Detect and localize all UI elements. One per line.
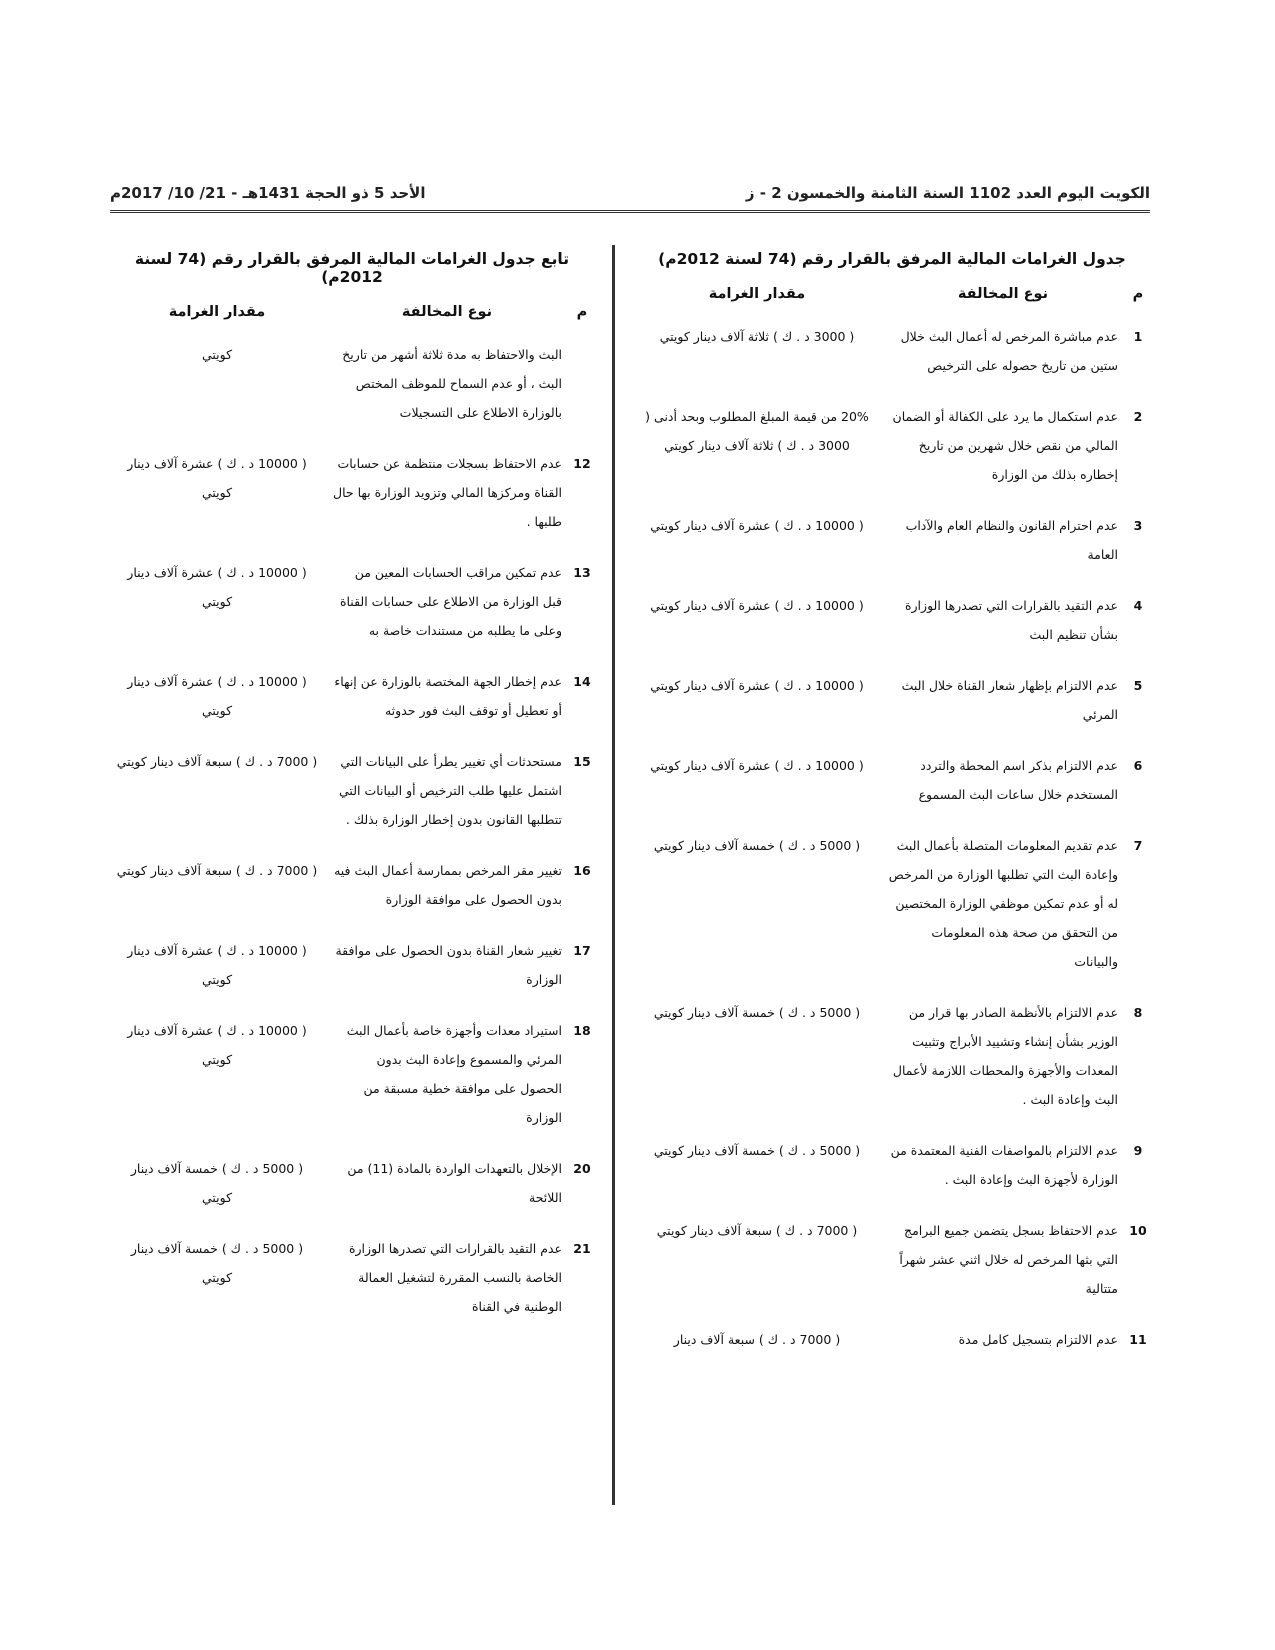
fine-amount: ( 3000 د . ك ) ثلاثة آلاف دينار كويتي: [659, 329, 855, 344]
violation-type: عدم احترام القانون والنظام العام والآداب العامة: [905, 518, 1118, 562]
row-number: 2: [1133, 409, 1143, 424]
violation-type: تغيير مقر المرخص بممارسة أعمال البث فيه بدون الحصول على موافقة الوزارة: [334, 863, 562, 907]
violation-type: مستحدثات أي تغيير يطرأ على البيانات التي اشتمل عليها طلب الترخيص أو البيانات التي تتطلبها القانون بدون إخطار الوزارة بذلك .: [339, 754, 562, 827]
fine-amount-header: مقدار الغرامة: [708, 286, 806, 302]
violation-type: عدم الاحتفاظ بسجل يتضمن جميع البرامج التي بثها المرخص له خلال اثني عشر شهراً متتالية: [899, 1223, 1118, 1296]
table-row: [632, 671, 1152, 729]
table-row: [632, 1325, 1152, 1354]
row-number: 21: [573, 1241, 591, 1256]
fine-amount: ( 10000 د . ك ) عشرة آلاف دينار كويتي: [127, 674, 307, 718]
violation-type: عدم تمكين مراقب الحسابات المعين من قبل الوزارة من الاطلاع على حسابات القناة وعلى ما يطلبه من مستندات خاصة به: [339, 565, 562, 638]
violation-type: عدم الاحتفاظ بسجلات منتظمة عن حسابات القناة ومركزها المالي وتزويد الوزارة بها حال طلبها .: [333, 456, 562, 529]
fine-amount: ( 10000 د . ك ) عشرة آلاف دينار كويتي: [127, 456, 307, 500]
table-row: [632, 998, 1152, 1114]
table-row: [108, 558, 596, 645]
row-number: [568, 340, 596, 427]
row-number: 9: [1133, 1143, 1143, 1158]
fine-amount: ( 5000 د . ك ) خمسة آلاف دينار كويتي: [653, 1143, 861, 1158]
table-row: [108, 340, 596, 427]
fine-amount: ( 10000 د . ك ) عشرة آلاف دينار كويتي: [650, 678, 864, 693]
right-rows: [632, 322, 1152, 1354]
row-number: 13: [573, 565, 591, 580]
header-date: الأحد 5 ذو الحجة 1431هـ - 21/ 10/ 2017م: [110, 184, 426, 202]
row-number: 1: [1133, 329, 1143, 344]
row-number: 8: [1133, 1005, 1143, 1020]
violation-type: استيراد معدات وأجهزة خاصة بأعمال البث المرئي والمسموع وإعادة البث بدون الحصول على موافقة خطية مسبقة من الوزارة: [346, 1023, 562, 1125]
fine-amount: ( 5000 د . ك ) خمسة آلاف دينار كويتي: [653, 838, 861, 853]
violation-type: عدم الالتزام بذكر اسم المحطة والتردد المستخدم خلال ساعات البث المسموع: [918, 758, 1118, 802]
fine-amount: ( 7000 د . ك ) سبعة آلاف دينار كويتي: [116, 754, 318, 769]
left-rows: [108, 340, 596, 1321]
num-header: م: [576, 304, 588, 320]
fine-amount: ( 10000 د . ك ) عشرة آلاف دينار كويتي: [650, 758, 864, 773]
violation-type: عدم التقيد بالقرارات التي تصدرها الوزارة بشأن تنظيم البث: [904, 598, 1118, 642]
violation-type-header: نوع المخالفة: [401, 304, 493, 320]
row-number: 20: [573, 1161, 591, 1176]
row-number: 5: [1133, 678, 1143, 693]
violation-type: عدم الالتزام بالمواصفات الفنية المعتمدة من الوزارة لأجهزة البث وإعادة البث .: [890, 1143, 1118, 1187]
row-number: 11: [1129, 1332, 1147, 1347]
fine-amount: ( 5000 د . ك ) خمسة آلاف دينار كويتي: [130, 1241, 304, 1285]
row-number: 4: [1133, 598, 1143, 613]
row-number: 10: [1129, 1223, 1147, 1238]
num-header: م: [1132, 286, 1144, 302]
row-number: 14: [573, 674, 591, 689]
page-header: [110, 178, 1150, 208]
fine-amount: ( 10000 د . ك ) عشرة آلاف دينار كويتي: [127, 1023, 307, 1067]
violation-type-header: نوع المخالفة: [957, 286, 1049, 302]
table-row: [632, 751, 1152, 809]
violation-type: عدم الالتزام بإظهار شعار القناة خلال البث المرئي: [901, 678, 1118, 722]
table-row: [632, 1136, 1152, 1194]
right-column-title: جدول الغرامات المالية المرفق بالقرار رقم (74 لسنة 2012م): [658, 250, 1126, 268]
left-column: [108, 250, 596, 1343]
table-row: [632, 831, 1152, 976]
left-column-header: [108, 304, 596, 320]
table-row: [108, 747, 596, 834]
table-row: [108, 1154, 596, 1212]
table-row: [108, 1016, 596, 1132]
table-row: [632, 322, 1152, 380]
table-row: [108, 1234, 596, 1321]
table-row: [632, 402, 1152, 489]
row-number: 15: [573, 754, 591, 769]
left-column-title: تابع جدول الغرامات المالية المرفق بالقرار رقم (74 لسنة 2012م): [134, 250, 570, 286]
fine-amount: 20% من قيمة المبلغ المطلوب وبحد أدنى ( 3000 د . ك ) ثلاثة آلاف دينار كويتي: [645, 409, 869, 453]
violation-type: عدم الالتزام بالأنظمة الصادر بها قرار من الوزير بشأن إنشاء وتشييد الأبراج وتثبيت المعدات والأجهزة والمحطات اللازمة لأعمال البث وإعادة البث .: [892, 1005, 1118, 1107]
row-number: 16: [573, 863, 591, 878]
violation-type: عدم مباشرة المرخص له أعمال البث خلال ستين من تاريخ حصوله على الترخيص: [900, 329, 1118, 373]
fine-amount: ( 10000 د . ك ) عشرة آلاف دينار كويتي: [650, 598, 864, 613]
row-number: 12: [573, 456, 591, 471]
column-divider: [612, 245, 615, 1505]
violation-type: تغيير شعار القناة بدون الحصول على موافقة الوزارة: [335, 943, 562, 987]
fine-amount: ( 7000 د . ك ) سبعة آلاف دينار كويتي: [656, 1223, 858, 1238]
row-number: 17: [573, 943, 591, 958]
fine-amount: ( 10000 د . ك ) عشرة آلاف دينار كويتي: [127, 943, 307, 987]
violation-type: عدم تقديم المعلومات المتصلة بأعمال البث وإعادة البث التي تطلبها الوزارة من المرخص له أو عدم تمكين موظفي الوزارة المختصين من التحقق من صحة هذه المعلومات والبيانات: [888, 838, 1118, 969]
fine-amount: ( 5000 د . ك ) خمسة آلاف دينار كويتي: [653, 1005, 861, 1020]
table-row: [108, 667, 596, 725]
table-row: [632, 511, 1152, 569]
table-row: [108, 856, 596, 914]
fine-amount: ( 10000 د . ك ) عشرة آلاف دينار كويتي: [650, 518, 864, 533]
row-number: 18: [573, 1023, 591, 1038]
right-column-header: [632, 286, 1152, 302]
fine-amount: ( 5000 د . ك ) خمسة آلاف دينار كويتي: [130, 1161, 304, 1205]
table-row: [108, 449, 596, 536]
row-number: 7: [1133, 838, 1143, 853]
row-number: 6: [1133, 758, 1143, 773]
table-row: [632, 591, 1152, 649]
violation-type: الإخلال بالتعهدات الواردة بالمادة (11) من اللائحة: [347, 1161, 562, 1205]
table-row: [108, 936, 596, 994]
row-number: 3: [1133, 518, 1143, 533]
fine-amount: ( 7000 د . ك ) سبعة آلاف دينار كويتي: [116, 863, 318, 878]
right-column: [632, 250, 1152, 1376]
fine-amount-header: مقدار الغرامة: [168, 304, 266, 320]
violation-type: عدم استكمال ما يرد على الكفالة أو الضمان المالي من نقص خلال شهرين من تاريخ إخطاره بذلك من الوزارة: [892, 409, 1118, 482]
violation-type: عدم الالتزام بتسجيل كامل مدة: [958, 1332, 1118, 1347]
header-issue-info: الكويت اليوم العدد 1102 السنة الثامنة والخمسون 2 - ز: [745, 184, 1150, 202]
violation-type: عدم التقيد بالقرارات التي تصدرها الوزارة الخاصة بالنسب المقررة لتشغيل العمالة الوطنية في القناة: [348, 1241, 562, 1314]
table-row: [632, 1216, 1152, 1303]
violation-type: عدم إخطار الجهة المختصة بالوزارة عن إنهاء أو تعطيل أو توقف البث فور حدوثه: [334, 674, 562, 718]
fine-amount: ( 7000 د . ك ) سبعة آلاف دينار: [673, 1332, 841, 1347]
header-rule: [110, 210, 1150, 213]
fine-amount: ( 10000 د . ك ) عشرة آلاف دينار كويتي: [127, 565, 307, 609]
violation-type: البث والاحتفاظ به مدة ثلاثة أشهر من تاريخ البث ، أو عدم السماح للموظف المختص بالوزارة الاطلاع على التسجيلات: [342, 347, 562, 420]
fine-amount: كويتي: [201, 347, 233, 362]
